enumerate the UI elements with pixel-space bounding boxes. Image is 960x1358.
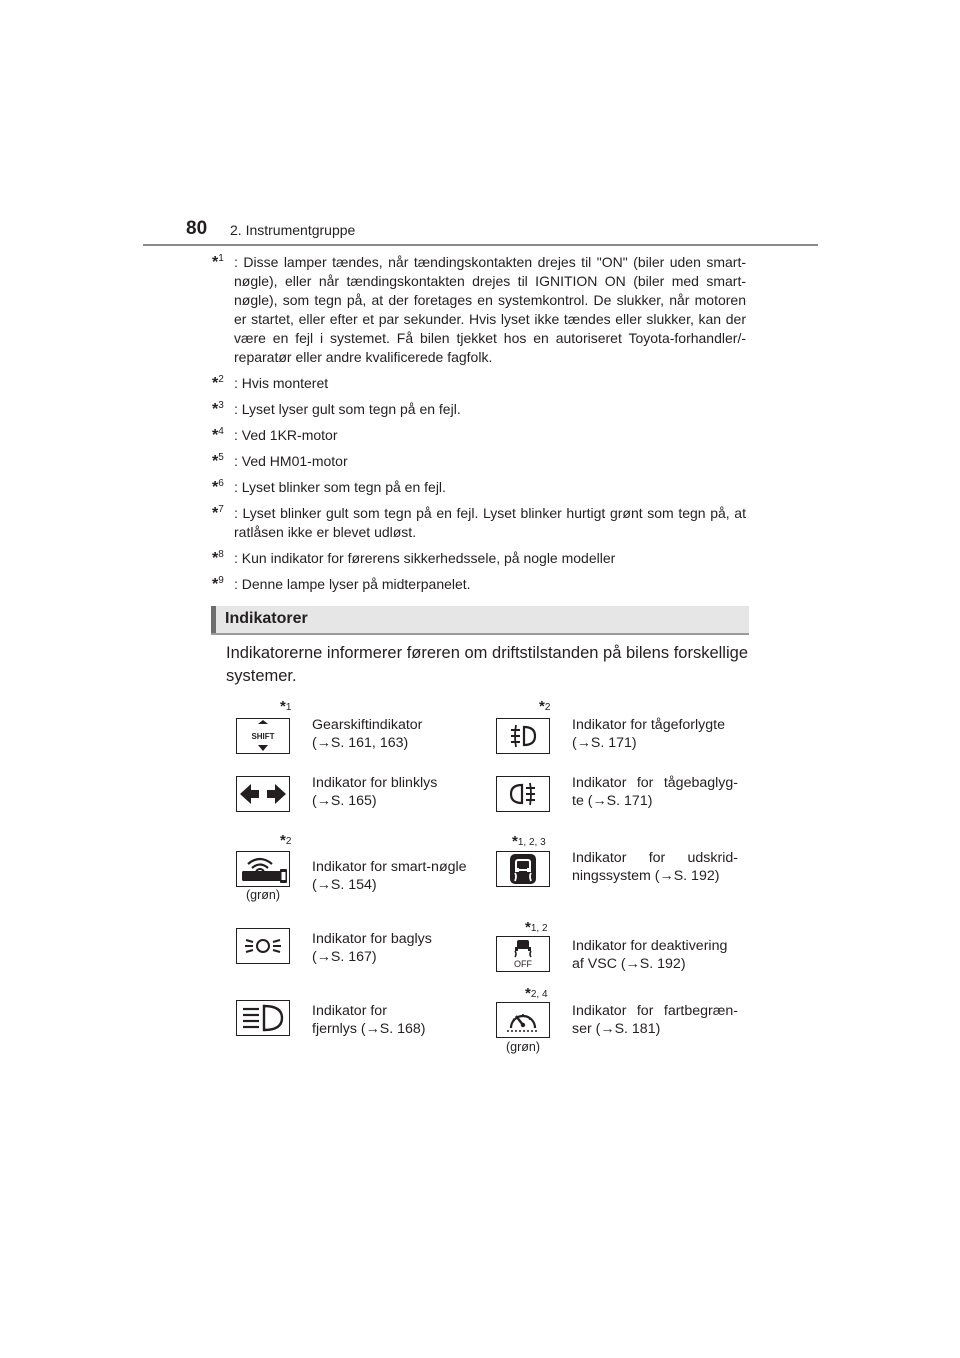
- svg-text:OFF: OFF: [514, 959, 532, 969]
- turn-signal-icon: [236, 776, 290, 812]
- high-beam-icon: [236, 1000, 290, 1036]
- footnote: *$^1$ : Disse lamper tændes, når tændingskontakten drejes til "ON" (biler uden smart-nøgle), eller når tændingskontakten drejes til IGNITION ON (biler med smart-nøgle), som tegn på, at der foretages en systemkontrol. De slukker, når motoren er startet, eller efter et par sekunder. Hvis lyset ikke tændes eller slukker, kan der være en fejl i systemet. Få bilen tjekket hos en autoriseret Toyota-forhandler/-reparatør eller andre kvalificerede fagfolk.: [212, 253, 746, 365]
- page-number: 80: [186, 218, 208, 239]
- header-rule: [143, 244, 818, 246]
- footnote: *$^2$ : Hvis monteret: [212, 374, 329, 392]
- color-note: (grøn): [505, 1040, 541, 1054]
- footnote-ref: *1: [280, 698, 292, 715]
- footnote-text: : Lyset blinker gult som tegn på en fejl. Lyset blinker hurtigt grønt som tegn på, at ratlåsen ikke er blevet udløst.: [234, 505, 746, 540]
- indicator-description: Indikator for baglys (→S. 167): [312, 931, 432, 965]
- indicator-description: Indikator for tågebaglyg- te (→S. 171): [572, 775, 738, 809]
- footnote: *$^3$ : Lyset lyser gult som tegn på en fejl.: [212, 400, 461, 418]
- footnote: *$^8$ : Kun indikator for førerens sikkerhedssele, på nogle modeller: [212, 549, 616, 567]
- indicator-description: Indikator for fjernlys (→S. 168): [312, 1003, 426, 1037]
- footnote-text: : Ved HM01-motor: [234, 453, 348, 469]
- indicator-description: Gearskiftindikator (→S. 161, 163): [312, 717, 423, 751]
- footnote-text: : Denne lampe lyser på midterpanelet.: [234, 576, 471, 592]
- section-heading: [211, 606, 749, 633]
- section-title: 2. Instrumentgruppe: [230, 222, 356, 238]
- footnote-ref: *2: [280, 832, 292, 849]
- footnote-text: : Lyset blinker som tegn på en fejl.: [234, 479, 446, 495]
- footnote: *$^5$ : Ved HM01-motor: [212, 452, 348, 470]
- shift-indicator-icon: [236, 718, 290, 754]
- section-heading-label: Indikatorer: [225, 610, 308, 627]
- footnote-ref: *2, 4: [525, 985, 548, 1002]
- speed-limiter-icon: [496, 1002, 550, 1038]
- rear-fog-light-icon: [496, 776, 550, 812]
- skid-indicator-icon: [496, 851, 550, 887]
- indicator-description: Indikator for tågeforlygte (→S. 171): [572, 717, 725, 751]
- intro-paragraph: Indikatorerne informerer føreren om driftstilstanden på bilens forskellige systemer.: [226, 644, 748, 685]
- footnote: *$^6$ : Lyset blinker som tegn på en fejl.: [212, 478, 446, 496]
- footnote: *$^7$ : Lyset blinker gult som tegn på en fejl. Lyset blinker hurtigt grønt som tegn på, at ratlåsen ikke er blevet udløst.: [212, 504, 746, 540]
- svg-text:SHIFT: SHIFT: [251, 732, 275, 741]
- indicator-description: Indikator for deaktivering af VSC (→S. 192): [572, 938, 728, 972]
- vsc-off-icon: [496, 936, 550, 972]
- tail-light-icon: [236, 928, 290, 964]
- indicator-description: Indikator for smart-nøgle (→S. 154): [312, 859, 467, 893]
- front-fog-light-icon: [496, 718, 550, 754]
- indicator-description: Indikator for fartbegræn- ser (→S. 181): [572, 1003, 738, 1037]
- footnote: *$^4$ : Ved 1KR-motor: [212, 426, 338, 444]
- footnotes: [212, 253, 746, 601]
- footnote-text: : Kun indikator for førerens sikkerhedssele, på nogle modeller: [234, 550, 616, 566]
- footnote-text: : Disse lamper tændes, når tændingskontakten drejes til "ON" (biler uden smart-nøgle), eller når tændingskontakten drejes til IGNITION ON (biler med smart-nøgle), som tegn på, at der foretages en systemkontrol. De slukker, når motoren er startet, eller efter et par sekunder. Hvis lyset ikke tændes eller slukker, kan der være en fejl i systemet. Få bilen tjekket hos en autoriseret Toyota-forhandler/-reparatør eller andre kvalificerede fagfolk.: [234, 254, 746, 365]
- footnote: *$^9$ : Denne lampe lyser på midterpanelet.: [212, 575, 471, 593]
- footnote-ref: *2: [539, 698, 551, 715]
- footnote-text: : Ved 1KR-motor: [234, 427, 338, 443]
- indicator-description: Indikator for udskrid- ningssystem (→S. 192): [572, 850, 738, 884]
- smart-key-icon: [236, 851, 290, 887]
- color-note: (grøn): [245, 888, 281, 902]
- footnote-text: : Lyset lyser gult som tegn på en fejl.: [234, 401, 461, 417]
- indicator-description: Indikator for blinklys (→S. 165): [312, 775, 438, 809]
- footnote-text: : Hvis monteret: [234, 375, 329, 391]
- heading-rule: [211, 633, 749, 635]
- footnote-ref: *1, 2: [525, 919, 548, 936]
- footnote-ref: *1, 2, 3: [512, 833, 546, 850]
